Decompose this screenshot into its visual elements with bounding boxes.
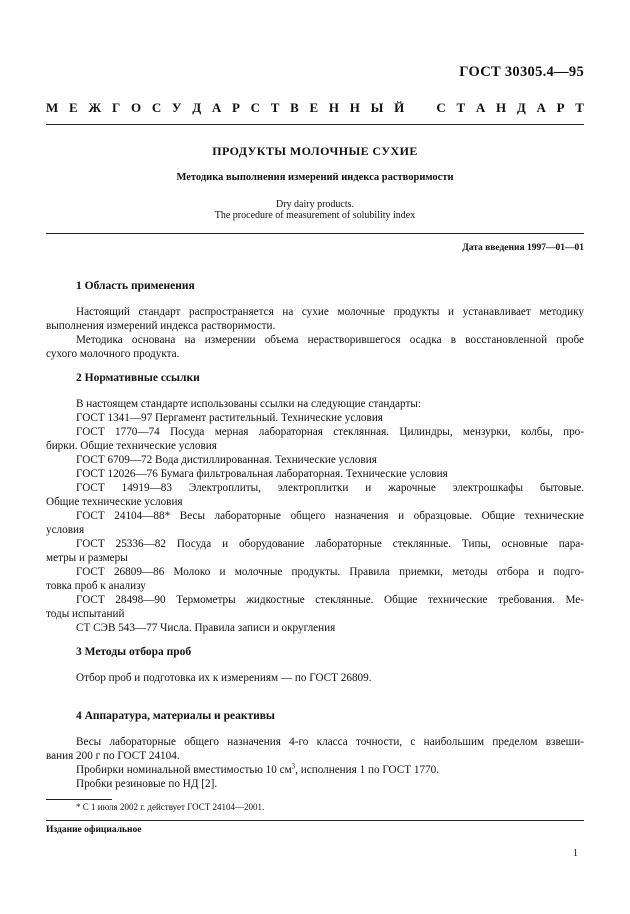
- document-number: ГОСТ 30305.4—95: [459, 64, 584, 80]
- footnote-rule: [46, 799, 112, 800]
- reference-line: ГОСТ 12026—76 Бумага фильтровальная лабораторная. Технические условия: [76, 468, 448, 480]
- page-number: 1: [573, 848, 578, 859]
- section-1-paragraph-2-line-2: сухого молочного продукта.: [46, 348, 180, 360]
- tube-volume-text: Пробирки номинальной вместимостью 10 см: [76, 764, 292, 776]
- reference-line: СТ СЭВ 543—77 Числа. Правила записи и округления: [76, 622, 336, 634]
- banner-letter: С: [250, 100, 261, 115]
- banner-letter: Р: [556, 100, 565, 115]
- banner-letter: А: [211, 100, 222, 115]
- banner-letter: Т: [575, 100, 584, 115]
- reference-line: ГОСТ 1341—97 Пергамент растительный. Технические условия: [76, 412, 383, 424]
- section-1-paragraph-1-line-1: Настоящий стандарт распространяется на сухие молочные продукты и устанавливает методику: [76, 306, 584, 318]
- banner-letter: С: [436, 100, 446, 115]
- section-4-paragraph-1-line-2: вания 200 г по ГОСТ 24104.: [46, 750, 180, 762]
- footnote: * С 1 июля 2002 г. действует ГОСТ 24104—2001.: [76, 802, 265, 812]
- banner-letter: С: [151, 100, 162, 115]
- banner-letter: А: [536, 100, 546, 115]
- header-rule: [46, 124, 584, 125]
- section-1-heading: 1 Область применения: [76, 280, 195, 292]
- banner-letter: У: [171, 100, 182, 115]
- reference-line-continuation: условия: [46, 524, 85, 536]
- section-1-paragraph-2-line-1: Методика основана на измерении объема нерастворившегося осадка в восстановленной пробе: [76, 334, 584, 346]
- reference-line-continuation: метры и размеры: [46, 552, 128, 564]
- banner-letter: Д: [192, 100, 202, 115]
- reference-line: ГОСТ 26809—86 Молоко и молочные продукты. Правила приемки, методы отбора и подго-: [76, 566, 584, 578]
- section-3-paragraph: Отбор проб и подготовка их к измерениям — по ГОСТ 26809.: [76, 672, 372, 684]
- reference-line: ГОСТ 24104—88* Весы лабораторные общего назначения и образцовые. Общие технические: [76, 510, 584, 522]
- banner-letter: Т: [456, 100, 466, 115]
- document-subtitle: Методика выполнения измерений индекса растворимости: [176, 172, 454, 183]
- banner-letter: О: [130, 100, 142, 115]
- reference-line: ГОСТ 6709—72 Вода дистиллированная. Технические условия: [76, 454, 377, 466]
- banner-letter: Е: [309, 100, 319, 115]
- reference-line: ГОСТ 14919—83 Электроплиты, электроплитки и жарочные электрошкафы бытовые.: [76, 482, 584, 494]
- title-rule: [46, 233, 584, 234]
- english-title-line-1: Dry dairy products.: [275, 199, 355, 210]
- banner-letter: Ы: [370, 100, 384, 115]
- banner-letter: А: [475, 100, 486, 115]
- banner-letter: Н: [328, 100, 340, 115]
- section-4-heading: 4 Аппаратура, материалы и реактивы: [76, 710, 275, 722]
- section-3-heading: 3 Методы отбора проб: [76, 646, 192, 658]
- banner-letter: Е: [69, 100, 78, 115]
- section-4-paragraph-2: [46, 763, 584, 777]
- tube-standard-text: , исполнения 1 по ГОСТ 1770.: [295, 764, 440, 776]
- banner-letter: Г: [111, 100, 121, 115]
- document-title: ПРОДУКТЫ МОЛОЧНЫЕ СУХИЕ: [212, 144, 418, 158]
- banner-letter: Ж: [88, 100, 102, 115]
- banner-letter: Д: [516, 100, 526, 115]
- reference-line-continuation: товка проб к анализу: [46, 580, 146, 592]
- reference-line: ГОСТ 28498—90 Термометры жидкостные стеклянные. Общие технические требования. Ме-: [76, 594, 584, 606]
- introduction-date: Дата введения 1997—01—01: [462, 243, 584, 253]
- english-title-line-2: The procedure of measurement of solubility index: [214, 210, 416, 221]
- banner-letter: Й: [394, 100, 405, 115]
- section-2-heading: 2 Нормативные ссылки: [76, 372, 200, 384]
- banner-letter: Т: [270, 100, 280, 115]
- reference-line-continuation: тоды испытаний: [46, 608, 125, 620]
- banner-letter: В: [290, 100, 299, 115]
- reference-line-continuation: Общие технические условия: [46, 496, 183, 508]
- banner-letter: Н: [495, 100, 507, 115]
- section-4-paragraph-1-line-1: Весы лабораторные общего назначения 4-го класса точности, с наибольшим пределом взвеши-: [76, 736, 584, 748]
- reference-line-continuation: бирки. Общие технические условия: [46, 440, 217, 452]
- banner-letter: Р: [231, 100, 240, 115]
- banner-letter: М: [46, 100, 59, 115]
- banner-letter: Н: [349, 100, 360, 115]
- reference-line: ГОСТ 1770—74 Посуда мерная лабораторная стеклянная. Цилиндры, мензурки, колбы, про-: [76, 426, 584, 438]
- official-edition-label: Издание официальное: [46, 825, 142, 835]
- interstate-standard-banner: [46, 100, 584, 116]
- cubic-superscript: 3: [291, 762, 296, 771]
- section-4-paragraph-3: Пробки резиновые по НД [2].: [76, 778, 218, 790]
- reference-line: ГОСТ 25336—82 Посуда и оборудование лабораторные стеклянные. Типы, основные пара-: [76, 538, 584, 550]
- footer-rule: [46, 820, 584, 821]
- section-1-paragraph-1-line-2: выполнения измерений индекса растворимости.: [46, 320, 276, 332]
- references-intro: В настоящем стандарте использованы ссылки на следующие стандарты:: [76, 398, 421, 410]
